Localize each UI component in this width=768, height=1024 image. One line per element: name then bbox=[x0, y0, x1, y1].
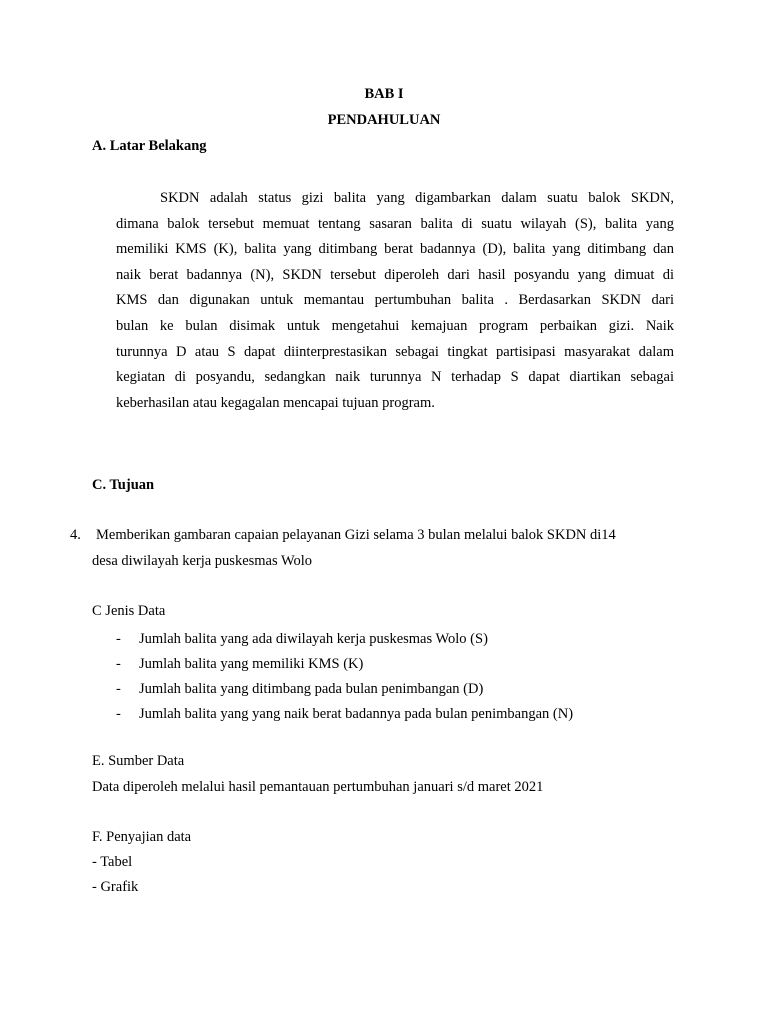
list-item-text: Jumlah balita yang memiliki KMS (K) bbox=[139, 656, 364, 672]
list-item bbox=[116, 627, 573, 652]
list-item-text: Jumlah balita yang yang naik berat badannya pada bulan penimbangan (N) bbox=[139, 706, 574, 722]
data-presentation-heading: F. Penyajian data bbox=[92, 829, 192, 845]
paragraph-line: memiliki KMS (K), balita yang ditimbang berat badannya (D), balita yang ditimbang dan bbox=[116, 241, 674, 258]
chapter-title: PENDAHULUAN bbox=[327, 112, 441, 128]
paragraph-line: kegiatan di posyandu, sedangkan naik turunnya N terhadap S dapat diartikan sebagai bbox=[116, 369, 674, 386]
bullet-dash: - bbox=[116, 681, 121, 697]
list-item bbox=[116, 652, 573, 677]
data-source-text: Data diperoleh melalui hasil pemantauan pertumbuhan januari s/d maret 2021 bbox=[92, 779, 544, 795]
list-item bbox=[116, 702, 573, 727]
section-a-heading: A. Latar Belakang bbox=[92, 138, 207, 154]
paragraph-line: turunnya D atau S dapat diinterprestasikan sebagai tingkat partisipasi masyarakat dalam bbox=[116, 343, 674, 360]
data-source-heading: E. Sumber Data bbox=[92, 753, 185, 769]
chapter-number: BAB I bbox=[364, 86, 404, 102]
paragraph-line: naik berat badannya (N), SKDN tersebut diperoleh dari hasil posyandu yang dimuat di bbox=[116, 266, 674, 283]
objective-text-line-1: Memberikan gambaran capaian pelayanan Gizi selama 3 bulan melalui balok SKDN di14 bbox=[96, 527, 616, 543]
paragraph-line: bulan ke bulan disimak untuk mengetahui kemajuan program perbaikan gizi. Naik bbox=[116, 317, 674, 334]
paragraph-line: KMS dan digunakan untuk memantau pertumbuhan balita . Berdasarkan SKDN dari bbox=[116, 292, 674, 309]
section-c-heading: C. Tujuan bbox=[92, 477, 155, 493]
paragraph-line: keberhasilan atau kegagalan mencapai tujuan program. bbox=[116, 394, 435, 411]
list-item bbox=[116, 677, 573, 702]
list-item-text: Jumlah balita yang ada diwilayah kerja puskesmas Wolo (S) bbox=[139, 631, 488, 647]
presentation-item-table: - Tabel bbox=[92, 854, 133, 870]
objective-text-line-2: desa diwilayah kerja puskesmas Wolo bbox=[92, 553, 313, 569]
bullet-dash: - bbox=[116, 631, 121, 647]
data-type-list bbox=[116, 627, 573, 727]
bullet-dash: - bbox=[116, 656, 121, 672]
paragraph-line: SKDN adalah status gizi balita yang digambarkan dalam suatu balok SKDN, bbox=[160, 190, 674, 206]
data-type-heading: C Jenis Data bbox=[92, 603, 166, 619]
objective-number: 4. bbox=[70, 527, 81, 543]
list-item-text: Jumlah balita yang ditimbang pada bulan penimbangan (D) bbox=[139, 681, 484, 697]
presentation-item-graph: - Grafik bbox=[92, 879, 139, 895]
background-paragraph bbox=[116, 186, 674, 416]
bullet-dash: - bbox=[116, 706, 121, 722]
paragraph-line: dimana balok tersebut memuat tentang sasaran balita di suatu wilayah (S), balita yang bbox=[116, 215, 674, 232]
